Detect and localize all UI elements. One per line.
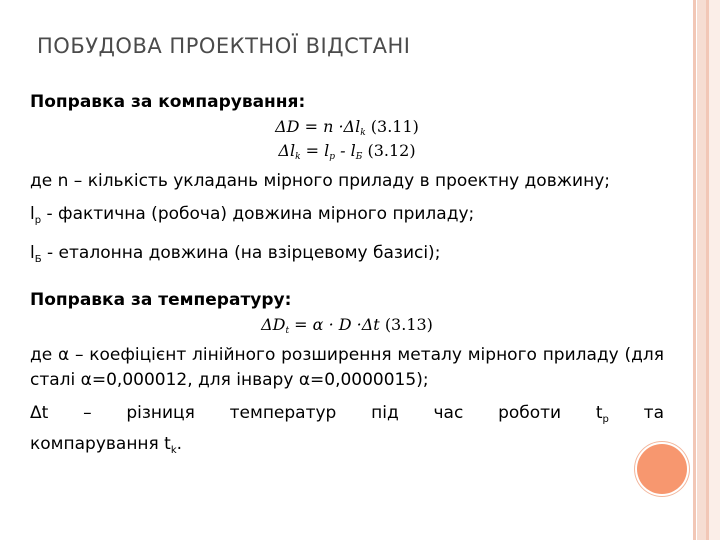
desc-n: де n – кількість укладань мірного приладу в проектну довжину;	[30, 171, 610, 191]
decor-stripe	[697, 0, 706, 540]
heading-temperature: Поправка за температуру:	[30, 290, 292, 310]
formula-3-11: $\Delta D = n \cdot\Delta l_k$ (3.11)	[275, 117, 419, 138]
slide-title: ПОБУДОВА ПРОЕКТНОЇ ВІДСТАНІ	[37, 34, 411, 58]
slide-content	[30, 90, 664, 463]
decor-stripe	[693, 0, 696, 540]
desc-alpha: де α – коефіцієнт лінійного розширення металу мірного приладу (для сталі α=0,000012, для інвару α=0,0000015);	[30, 345, 664, 390]
formula-3-13: $\Delta D_t = \alpha \cdot D \cdot\Delta t$ (3.13)	[261, 315, 433, 336]
desc-dt: Δt – різниця температур під час роботи $t_р$ та	[30, 403, 664, 425]
formula-3-12: $\Delta l_k = l_p - l_Б$ (3.12)	[278, 141, 416, 162]
desc-lb: $l_Б$ - еталонна довжина (на взірцевому базисі);	[30, 243, 441, 265]
desc-dt-line2: компарування $t_k$.	[30, 434, 183, 456]
desc-lp: $l_р$ - фактична (робоча) довжина мірного приладу;	[30, 204, 475, 226]
decor-stripe	[709, 0, 720, 540]
heading-comparison: Поправка за компарування:	[30, 92, 306, 112]
